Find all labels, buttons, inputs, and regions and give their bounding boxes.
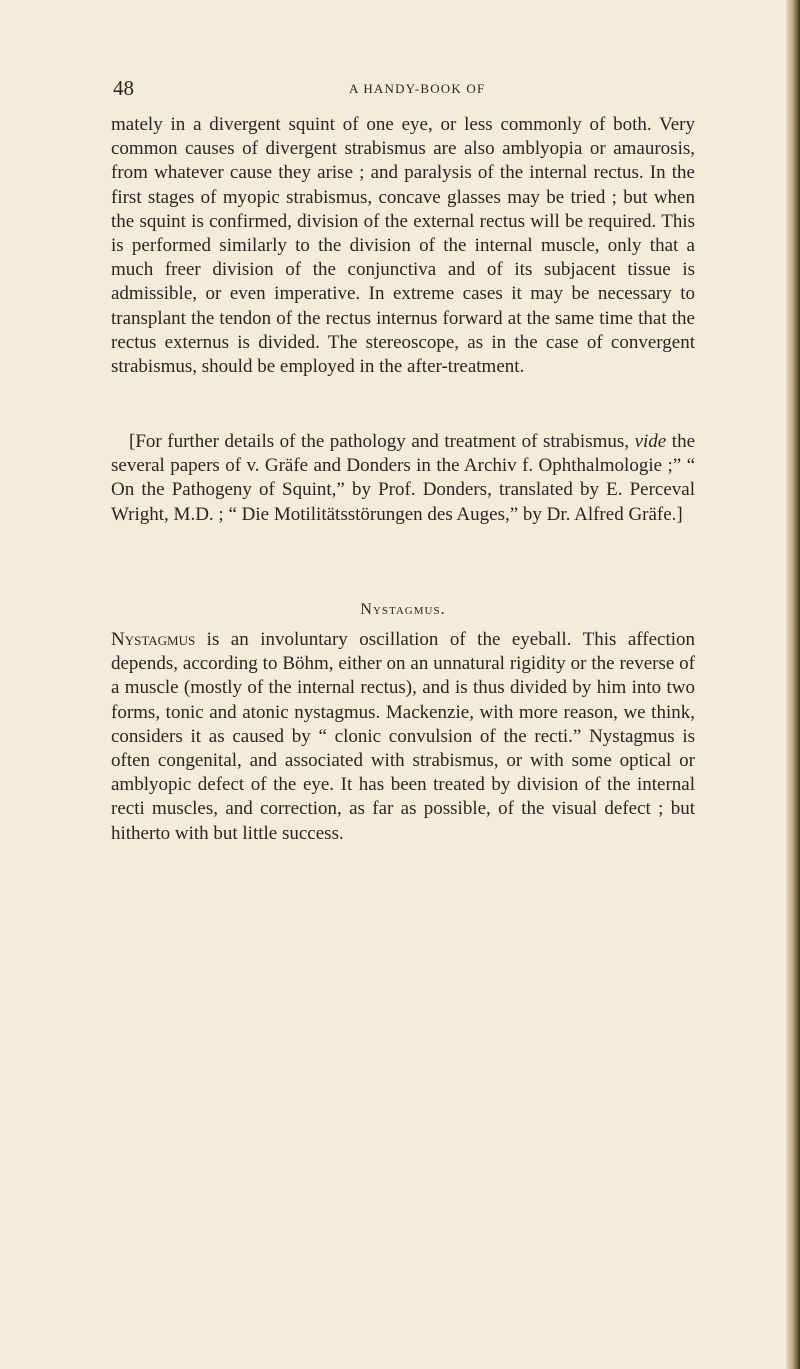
references-text-open: [For further details of the pathology and treatment of strabismus, bbox=[129, 431, 635, 452]
vide-italic: vide bbox=[634, 431, 667, 452]
page-number: 48 bbox=[113, 76, 134, 100]
paragraph-references bbox=[111, 430, 695, 527]
running-head: A HANDY-BOOK OF bbox=[349, 81, 486, 96]
references-text-rest: the several papers of v. Gräfe and Donders in the Archiv f. Ophthalmologie ;” “ On the Pathogeny of Squint,” by Prof. Donders, translated by E. Perceval Wright, M.D. ; “ Die Motilitätsstörungen des Auges,” by Dr. Alfred Gräfe.] bbox=[111, 431, 695, 525]
page-header bbox=[113, 76, 693, 100]
page-edge-shadow bbox=[786, 0, 800, 1369]
nystagmus-text: is an involuntary oscillation of the eyeball. This affection depends, according to Böhm, either on an unnatural rigidity or the reverse of a muscle (mostly of the internal rectus), and is thus divided by him into two forms, tonic and atonic nystagmus. Mackenzie, with more reason, we think, considers it as caused by “ clonic convulsion of the recti.” Nystagmus is often congenital, and associated with strabismus, or with some optical or amblyopic defect of the eye. It has been treated by division of the internal recti muscles, and correction, as far as possible, of the visual defect ; but hitherto with but little success. bbox=[111, 629, 695, 844]
section-heading-nystagmus: Nystagmus. bbox=[360, 601, 446, 618]
nystagmus-lead-word: Nystagmus bbox=[111, 629, 196, 650]
paragraph-nystagmus bbox=[111, 628, 695, 846]
paragraph-divergent-strabismus: mately in a divergent squint of one eye, or less commonly of both. Very common causes of divergent strabismus are also amblyopia or amaurosis, from whatever cause they arise ; and paralysis of the internal rectus. In the first stages of myopic strabismus, concave glasses may be tried ; but when the squint is confirmed, division of the external rectus will be required. This is performed similarly to the division of the internal muscle, only that a much freer division of the conjunctiva and of its subjacent tissue is admissible, or even imperative. In extreme cases it may be necessary to transplant the tendon of the rectus internus forward at the same time that the rectus externus is divided. The stereoscope, as in the case of convergent strabismus, should be employed in the after-treatment. bbox=[111, 114, 695, 378]
